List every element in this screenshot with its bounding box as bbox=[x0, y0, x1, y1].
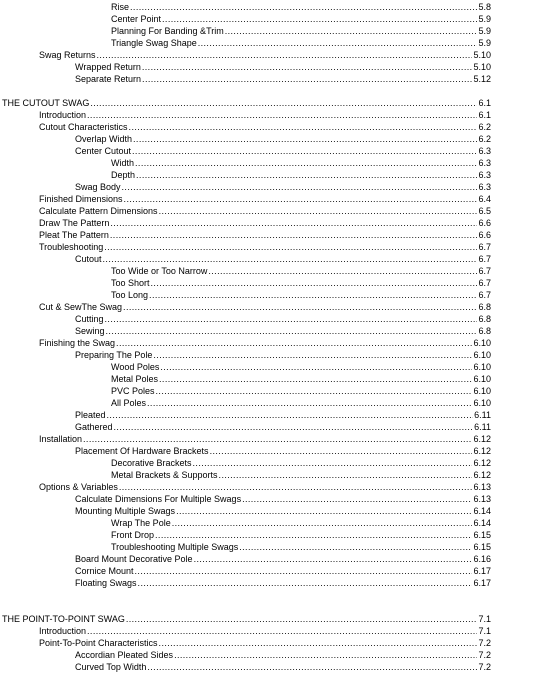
toc-entry-page-number: 6.1 bbox=[478, 98, 491, 108]
toc-entry[interactable] bbox=[111, 157, 491, 169]
toc-entry-page-number: 6.10 bbox=[473, 398, 491, 408]
toc-row bbox=[0, 589, 547, 601]
toc-row bbox=[0, 217, 547, 229]
toc-entry[interactable] bbox=[75, 577, 491, 589]
toc-entry[interactable] bbox=[75, 505, 491, 517]
dot-leader bbox=[116, 337, 472, 349]
toc-entry-page-number: 7.1 bbox=[478, 614, 491, 624]
toc-entry-title: Preparing The Pole bbox=[75, 350, 153, 360]
dot-leader bbox=[114, 421, 474, 433]
dot-leader bbox=[132, 145, 477, 157]
toc-entry-title: Front Drop bbox=[111, 530, 155, 540]
toc-entry-page-number: 6.8 bbox=[478, 314, 491, 324]
toc-row bbox=[0, 181, 547, 193]
toc-entry-title: Introduction bbox=[39, 626, 87, 636]
dot-leader bbox=[110, 217, 477, 229]
toc-entry[interactable] bbox=[39, 217, 491, 229]
dot-leader bbox=[155, 529, 472, 541]
toc-entry-page-number: 6.12 bbox=[473, 470, 491, 480]
toc-row bbox=[0, 277, 547, 289]
toc-entry-title: Depth bbox=[111, 170, 136, 180]
toc-entry-page-number: 6.6 bbox=[478, 218, 491, 228]
toc-row bbox=[0, 253, 547, 265]
dot-leader bbox=[136, 169, 477, 181]
dot-leader bbox=[149, 289, 477, 301]
toc-entry-title: Options & Variables bbox=[39, 482, 118, 492]
dot-leader bbox=[135, 565, 473, 577]
toc-entry[interactable] bbox=[111, 37, 491, 49]
toc-entry-page-number: 6.10 bbox=[473, 350, 491, 360]
toc-entry-page-number: 6.12 bbox=[473, 434, 491, 444]
dot-leader bbox=[138, 577, 473, 589]
toc-entry-page-number: 6.4 bbox=[478, 194, 491, 204]
dot-leader bbox=[107, 409, 474, 421]
toc-entry-page-number: 6.1 bbox=[478, 110, 491, 120]
dot-leader bbox=[159, 373, 472, 385]
dot-leader bbox=[176, 505, 472, 517]
toc-row bbox=[0, 97, 547, 109]
dot-leader bbox=[208, 265, 477, 277]
toc-row bbox=[0, 337, 547, 349]
toc-entry-page-number: 5.10 bbox=[473, 50, 491, 60]
toc-entry[interactable] bbox=[75, 661, 491, 673]
toc-entry-title: Triangle Swag Shape bbox=[111, 38, 197, 48]
toc-entry[interactable] bbox=[111, 25, 491, 37]
dot-leader bbox=[106, 325, 478, 337]
toc-entry-title: Swag Body bbox=[75, 182, 121, 192]
toc-entry-title: Troubleshooting Multiple Swags bbox=[111, 542, 239, 552]
toc-row bbox=[0, 49, 547, 61]
toc-entry[interactable] bbox=[39, 121, 491, 133]
toc-entry-title: Metal Brackets & Supports bbox=[111, 470, 218, 480]
toc-entry[interactable] bbox=[111, 1, 491, 13]
toc-entry-title: Pleat The Pattern bbox=[39, 230, 109, 240]
toc-row bbox=[0, 541, 547, 553]
toc-row bbox=[0, 25, 547, 37]
dot-leader bbox=[119, 481, 473, 493]
toc-row bbox=[0, 349, 547, 361]
dot-leader bbox=[103, 253, 478, 265]
dot-leader bbox=[147, 397, 472, 409]
toc-entry-title: Rise bbox=[111, 2, 130, 12]
toc-row bbox=[0, 553, 547, 565]
dot-leader bbox=[130, 1, 477, 13]
toc-entry-page-number: 6.5 bbox=[478, 206, 491, 216]
toc-entry-page-number: 6.14 bbox=[473, 506, 491, 516]
toc-row bbox=[0, 13, 547, 25]
dot-leader bbox=[162, 13, 477, 25]
toc-entry[interactable] bbox=[111, 517, 491, 529]
toc-entry-page-number: 6.3 bbox=[478, 170, 491, 180]
toc-entry-page-number: 5.10 bbox=[473, 62, 491, 72]
toc-row bbox=[0, 121, 547, 133]
toc-entry-title: Board Mount Decorative Pole bbox=[75, 554, 193, 564]
toc-entry-title: Floating Swags bbox=[75, 578, 137, 588]
toc-entry[interactable] bbox=[75, 313, 491, 325]
toc-entry-title: Finished Dimensions bbox=[39, 194, 123, 204]
toc-entry[interactable] bbox=[39, 109, 491, 121]
toc-entry[interactable] bbox=[111, 169, 491, 181]
toc-entry[interactable] bbox=[39, 241, 491, 253]
toc-entry-title: Finishing the Swag bbox=[39, 338, 116, 348]
dot-leader bbox=[172, 517, 473, 529]
toc-entry-title: Pleated bbox=[75, 410, 106, 420]
dot-leader bbox=[198, 37, 478, 49]
toc-row bbox=[0, 361, 547, 373]
toc-entry-page-number: 6.15 bbox=[473, 542, 491, 552]
toc-entry-page-number: 6.11 bbox=[474, 422, 491, 432]
toc-entry-page-number: 6.14 bbox=[473, 518, 491, 528]
dot-leader bbox=[97, 49, 473, 61]
toc-entry[interactable] bbox=[75, 445, 491, 457]
toc-entry-page-number: 6.17 bbox=[473, 578, 491, 588]
toc-entry-title: Calculate Pattern Dimensions bbox=[39, 206, 158, 216]
toc-row bbox=[0, 625, 547, 637]
dot-leader bbox=[193, 457, 473, 469]
toc-row bbox=[0, 313, 547, 325]
toc-row bbox=[0, 157, 547, 169]
toc-row bbox=[0, 421, 547, 433]
toc-row bbox=[0, 457, 547, 469]
toc-entry[interactable] bbox=[75, 421, 491, 433]
toc-entry-title: Installation bbox=[39, 434, 83, 444]
toc-entry-page-number: 6.7 bbox=[478, 278, 491, 288]
toc-row bbox=[0, 373, 547, 385]
toc-row bbox=[0, 61, 547, 73]
toc-row bbox=[0, 433, 547, 445]
toc-entry-title: Placement Of Hardware Brackets bbox=[75, 446, 209, 456]
toc-row bbox=[0, 481, 547, 493]
toc-row bbox=[0, 565, 547, 577]
toc-row bbox=[0, 241, 547, 253]
dot-leader bbox=[110, 229, 478, 241]
toc-row bbox=[0, 145, 547, 157]
toc-entry-page-number: 6.3 bbox=[478, 146, 491, 156]
toc-entry[interactable] bbox=[39, 433, 491, 445]
toc-entry-title: Center Point bbox=[111, 14, 162, 24]
toc-entry[interactable] bbox=[111, 469, 491, 481]
toc-entry-title: Swag Returns bbox=[39, 50, 96, 60]
toc-row bbox=[0, 133, 547, 145]
toc-entry-title: THE CUTOUT SWAG bbox=[2, 98, 90, 108]
toc-entry[interactable] bbox=[111, 13, 491, 25]
toc-entry-title: Introduction bbox=[39, 110, 87, 120]
toc-row bbox=[0, 397, 547, 409]
toc-row bbox=[0, 229, 547, 241]
toc-row bbox=[0, 193, 547, 205]
toc-entry[interactable] bbox=[111, 397, 491, 409]
toc-entry-title: Cutout bbox=[75, 254, 102, 264]
toc-entry-page-number: 5.8 bbox=[478, 2, 491, 12]
toc-row bbox=[0, 661, 547, 673]
toc-entry-page-number: 6.17 bbox=[473, 566, 491, 576]
toc-entry-title: Wood Poles bbox=[111, 362, 160, 372]
toc-entry[interactable] bbox=[75, 325, 491, 337]
toc-entry-page-number: 6.13 bbox=[473, 482, 491, 492]
toc-entry-page-number: 6.16 bbox=[473, 554, 491, 564]
toc-entry[interactable] bbox=[75, 181, 491, 193]
toc-entry-page-number: 5.12 bbox=[473, 74, 491, 84]
dot-leader bbox=[126, 613, 478, 625]
dot-leader bbox=[153, 349, 472, 361]
toc-entry[interactable] bbox=[2, 97, 491, 109]
toc-entry-title: Center Cutout bbox=[75, 146, 132, 156]
dot-leader bbox=[142, 73, 472, 85]
toc-entry[interactable] bbox=[111, 277, 491, 289]
dot-leader bbox=[151, 277, 478, 289]
toc-entry[interactable] bbox=[39, 229, 491, 241]
toc-entry[interactable] bbox=[111, 457, 491, 469]
toc-entry[interactable] bbox=[39, 625, 491, 637]
toc-row bbox=[0, 529, 547, 541]
toc-entry-page-number: 5.9 bbox=[478, 26, 491, 36]
toc-entry[interactable] bbox=[75, 649, 491, 661]
toc-entry-page-number: 6.3 bbox=[478, 158, 491, 168]
toc-entry-title: Gathered bbox=[75, 422, 113, 432]
dot-leader bbox=[87, 625, 477, 637]
toc-entry-title: Planning For Banding &Trim bbox=[111, 26, 224, 36]
toc-entry-title: Width bbox=[111, 158, 135, 168]
dot-leader bbox=[87, 109, 477, 121]
toc-entry-title: Troubleshooting bbox=[39, 242, 104, 252]
toc-entry[interactable] bbox=[39, 193, 491, 205]
toc-entry[interactable] bbox=[111, 361, 491, 373]
toc-entry[interactable] bbox=[75, 493, 491, 505]
dot-leader bbox=[142, 61, 473, 73]
toc-entry-page-number: 6.15 bbox=[473, 530, 491, 540]
toc-entry[interactable] bbox=[111, 541, 491, 553]
dot-leader bbox=[135, 157, 477, 169]
toc-row bbox=[0, 445, 547, 457]
toc-entry-page-number: 6.10 bbox=[473, 338, 491, 348]
toc-row bbox=[0, 85, 547, 97]
toc-row bbox=[0, 577, 547, 589]
toc-row bbox=[0, 109, 547, 121]
toc-entry-title: Accordian Pleated Sides bbox=[75, 650, 174, 660]
toc-row bbox=[0, 301, 547, 313]
toc-entry-page-number: 6.12 bbox=[473, 458, 491, 468]
toc-entry-title: Sewing bbox=[75, 326, 105, 336]
toc-entry[interactable] bbox=[39, 481, 491, 493]
toc-entry-page-number: 6.8 bbox=[478, 302, 491, 312]
dot-leader bbox=[159, 205, 478, 217]
toc-entry[interactable] bbox=[111, 385, 491, 397]
toc-entry-page-number: 6.2 bbox=[478, 122, 491, 132]
dot-leader bbox=[129, 121, 478, 133]
toc-entry[interactable] bbox=[75, 73, 491, 85]
toc-entry[interactable] bbox=[111, 373, 491, 385]
toc-entry-title: Wrap The Pole bbox=[111, 518, 171, 528]
toc-row bbox=[0, 637, 547, 649]
toc-entry-page-number: 6.6 bbox=[478, 230, 491, 240]
toc-entry-title: Cornice Mount bbox=[75, 566, 134, 576]
toc-entry[interactable] bbox=[75, 253, 491, 265]
toc-row bbox=[0, 517, 547, 529]
toc-entry[interactable] bbox=[111, 289, 491, 301]
toc-entry[interactable] bbox=[2, 613, 491, 625]
toc-row bbox=[0, 265, 547, 277]
toc-entry-page-number: 6.11 bbox=[474, 410, 491, 420]
dot-leader bbox=[133, 133, 477, 145]
toc-entry-page-number: 6.7 bbox=[478, 266, 491, 276]
dot-leader bbox=[104, 241, 477, 253]
toc-entry-title: Cut & SewThe Swag bbox=[39, 302, 123, 312]
toc-row bbox=[0, 73, 547, 85]
toc-row bbox=[0, 601, 547, 613]
toc-row bbox=[0, 409, 547, 421]
toc-entry-title: Too Wide or Too Narrow bbox=[111, 266, 208, 276]
toc-row bbox=[0, 1, 547, 13]
dot-leader bbox=[242, 493, 472, 505]
toc-entry[interactable] bbox=[75, 553, 491, 565]
dot-leader bbox=[156, 385, 473, 397]
toc-entry[interactable] bbox=[75, 145, 491, 157]
toc-entry-page-number: 6.10 bbox=[473, 362, 491, 372]
toc-row bbox=[0, 289, 547, 301]
toc-entry-page-number: 6.7 bbox=[478, 242, 491, 252]
toc-entry-title: Overlap Width bbox=[75, 134, 133, 144]
toc-entry-page-number: 6.12 bbox=[473, 446, 491, 456]
toc-entry-page-number: 6.10 bbox=[473, 374, 491, 384]
dot-leader bbox=[159, 637, 478, 649]
dot-leader bbox=[219, 469, 473, 481]
dot-leader bbox=[123, 301, 477, 313]
toc-entry[interactable] bbox=[75, 409, 491, 421]
dot-leader bbox=[147, 661, 477, 673]
dot-leader bbox=[225, 25, 478, 37]
toc-entry[interactable] bbox=[39, 205, 491, 217]
toc-entry[interactable] bbox=[111, 265, 491, 277]
dot-leader bbox=[174, 649, 477, 661]
toc-row bbox=[0, 493, 547, 505]
toc-entry-page-number: 7.2 bbox=[478, 662, 491, 672]
toc-entry-page-number: 5.9 bbox=[478, 38, 491, 48]
toc-entry-page-number: 6.7 bbox=[478, 254, 491, 264]
toc-entry-title: Mounting Multiple Swags bbox=[75, 506, 176, 516]
dot-leader bbox=[124, 193, 478, 205]
toc-row bbox=[0, 169, 547, 181]
toc-entry-page-number: 6.7 bbox=[478, 290, 491, 300]
toc-entry[interactable] bbox=[39, 301, 491, 313]
toc-entry-page-number: 7.2 bbox=[478, 650, 491, 660]
toc-entry-page-number: 6.3 bbox=[478, 182, 491, 192]
toc-entry-title: Curved Top Width bbox=[75, 662, 147, 672]
toc-row bbox=[0, 37, 547, 49]
toc-row bbox=[0, 205, 547, 217]
toc-row bbox=[0, 385, 547, 397]
toc-entry-page-number: 7.2 bbox=[478, 638, 491, 648]
toc-entry-title: Separate Return bbox=[75, 74, 142, 84]
toc-entry-title: Too Long bbox=[111, 290, 149, 300]
dot-leader bbox=[83, 433, 472, 445]
toc-entry-title: THE POINT-TO-POINT SWAG bbox=[2, 614, 125, 624]
toc-entry-title: PVC Poles bbox=[111, 386, 155, 396]
toc-entry[interactable] bbox=[75, 61, 491, 73]
dot-leader bbox=[210, 445, 473, 457]
toc-row bbox=[0, 649, 547, 661]
toc-entry-title: Calculate Dimensions For Multiple Swags bbox=[75, 494, 242, 504]
toc-entry-page-number: 5.9 bbox=[478, 14, 491, 24]
toc-entry-page-number: 6.13 bbox=[473, 494, 491, 504]
dot-leader bbox=[122, 181, 478, 193]
dot-leader bbox=[194, 553, 473, 565]
toc-entry-title: Wrapped Return bbox=[75, 62, 141, 72]
toc-entry[interactable] bbox=[39, 337, 491, 349]
dot-leader bbox=[160, 361, 472, 373]
toc-entry-title: Cutting bbox=[75, 314, 104, 324]
toc-entry-title: Too Short bbox=[111, 278, 150, 288]
toc-entry-page-number: 6.2 bbox=[478, 134, 491, 144]
dot-leader bbox=[90, 97, 477, 109]
toc-entry[interactable] bbox=[39, 49, 491, 61]
toc-entry[interactable] bbox=[75, 565, 491, 577]
toc-entry[interactable] bbox=[75, 133, 491, 145]
toc-entry-title: Draw The Pattern bbox=[39, 218, 110, 228]
toc-row bbox=[0, 325, 547, 337]
toc-entry-title: Metal Poles bbox=[111, 374, 159, 384]
dot-leader bbox=[239, 541, 472, 553]
toc-entry-title: Decorative Brackets bbox=[111, 458, 192, 468]
toc-row bbox=[0, 505, 547, 517]
toc-row bbox=[0, 469, 547, 481]
toc-entry-page-number: 6.10 bbox=[473, 386, 491, 396]
toc-entry[interactable] bbox=[75, 349, 491, 361]
toc-entry[interactable] bbox=[39, 637, 491, 649]
toc-entry-page-number: 7.1 bbox=[478, 626, 491, 636]
toc-entry-title: Cutout Characteristics bbox=[39, 122, 128, 132]
toc-entry-page-number: 6.8 bbox=[478, 326, 491, 336]
toc-entry-title: Point-To-Point Characteristics bbox=[39, 638, 158, 648]
toc-entry-title: All Poles bbox=[111, 398, 147, 408]
toc-entry[interactable] bbox=[111, 529, 491, 541]
dot-leader bbox=[105, 313, 478, 325]
toc-row bbox=[0, 613, 547, 625]
